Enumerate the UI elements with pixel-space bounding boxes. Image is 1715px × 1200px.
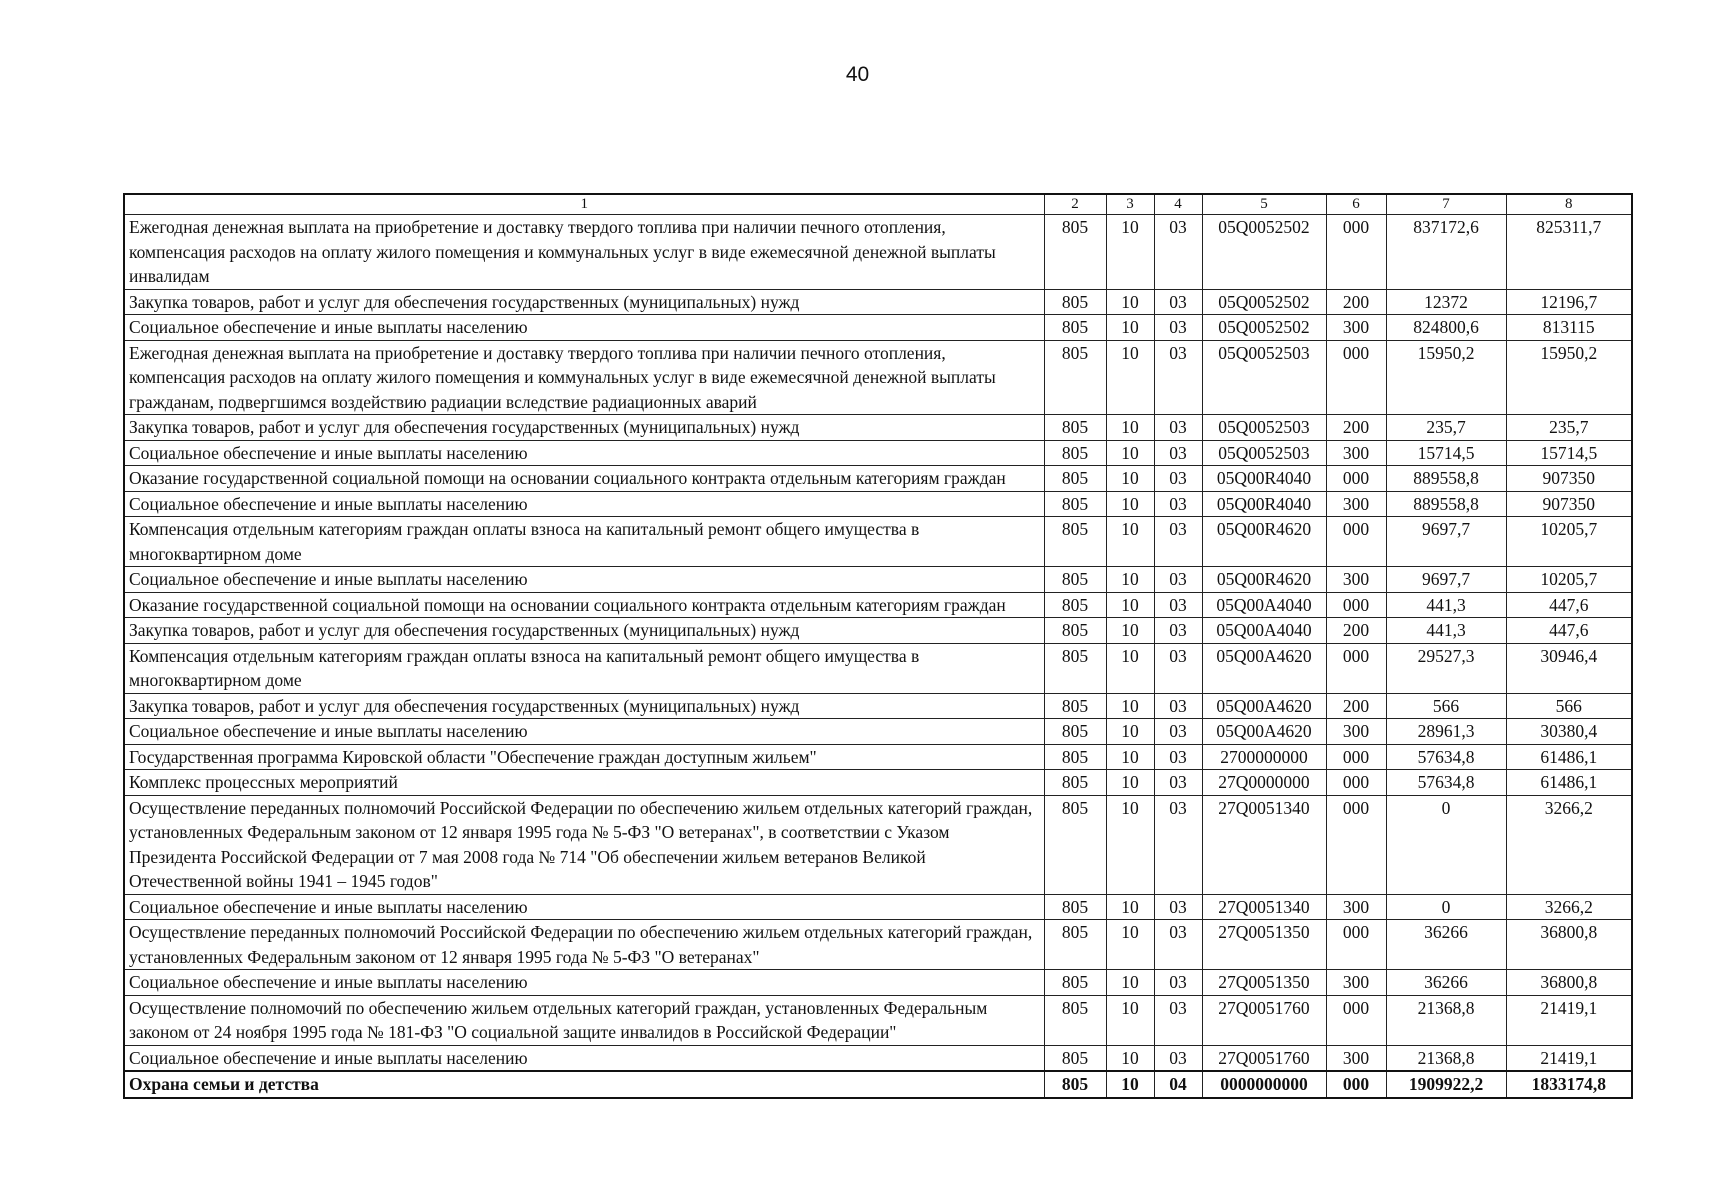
expense-type-cell: 300	[1326, 894, 1386, 920]
amount-year1-cell: 28961,3	[1386, 719, 1506, 745]
ministry-code-cell: 805	[1044, 920, 1106, 970]
amount-year1-cell: 566	[1386, 693, 1506, 719]
expense-type-cell: 200	[1326, 289, 1386, 315]
target-article-cell: 05Q0052502	[1202, 289, 1326, 315]
expense-type-cell: 000	[1326, 340, 1386, 415]
expense-type-cell: 200	[1326, 415, 1386, 441]
expense-type-cell: 300	[1326, 440, 1386, 466]
subsection-cell: 03	[1154, 315, 1202, 341]
target-article-cell: 05Q00A4620	[1202, 719, 1326, 745]
expense-type-cell: 000	[1326, 744, 1386, 770]
section-cell: 10	[1106, 643, 1154, 693]
subsection-cell: 03	[1154, 289, 1202, 315]
header-cell: 1	[124, 194, 1044, 215]
description-cell: Оказание государственной социальной помощи на основании социального контракта отдельным категориям граждан	[124, 466, 1044, 492]
amount-year1-cell: 12372	[1386, 289, 1506, 315]
amount-year1-cell: 0	[1386, 894, 1506, 920]
amount-year2-cell: 36800,8	[1506, 920, 1632, 970]
expense-type-cell: 000	[1326, 770, 1386, 796]
ministry-code-cell: 805	[1044, 795, 1106, 894]
amount-year1-cell: 57634,8	[1386, 744, 1506, 770]
ministry-code-cell: 805	[1044, 1045, 1106, 1071]
table-row	[124, 618, 1632, 644]
ministry-code-cell: 805	[1044, 744, 1106, 770]
section-cell: 10	[1106, 618, 1154, 644]
amount-year1-cell: 824800,6	[1386, 315, 1506, 341]
expense-type-cell: 000	[1326, 466, 1386, 492]
amount-year2-cell: 12196,7	[1506, 289, 1632, 315]
ministry-code-cell: 805	[1044, 491, 1106, 517]
amount-year2-cell: 30380,4	[1506, 719, 1632, 745]
target-article-cell: 05Q00A4040	[1202, 592, 1326, 618]
subsection-cell: 03	[1154, 1045, 1202, 1071]
subsection-cell: 03	[1154, 517, 1202, 567]
target-article-cell: 05Q00R4040	[1202, 466, 1326, 492]
amount-year1-cell: 9697,7	[1386, 567, 1506, 593]
subsection-cell: 03	[1154, 466, 1202, 492]
amount-year2-cell: 907350	[1506, 491, 1632, 517]
expense-type-cell: 200	[1326, 693, 1386, 719]
target-article-cell: 05Q00R4040	[1202, 491, 1326, 517]
amount-year1-cell: 889558,8	[1386, 491, 1506, 517]
target-article-cell: 05Q0052502	[1202, 215, 1326, 290]
description-cell: Социальное обеспечение и иные выплаты населению	[124, 719, 1044, 745]
amount-year2-cell: 235,7	[1506, 415, 1632, 441]
table-row	[124, 770, 1632, 796]
section-cell: 10	[1106, 693, 1154, 719]
ministry-code-cell: 805	[1044, 970, 1106, 996]
expense-type-cell: 300	[1326, 315, 1386, 341]
section-cell: 10	[1106, 995, 1154, 1045]
expense-type-cell: 300	[1326, 1045, 1386, 1071]
section-cell: 10	[1106, 517, 1154, 567]
expense-type-cell: 000	[1326, 517, 1386, 567]
table-row	[124, 440, 1632, 466]
amount-year1-cell: 57634,8	[1386, 770, 1506, 796]
description-cell: Закупка товаров, работ и услуг для обеспечения государственных (муниципальных) нужд	[124, 618, 1044, 644]
table-row	[124, 1045, 1632, 1071]
subsection-cell: 03	[1154, 567, 1202, 593]
ministry-code-cell: 805	[1044, 466, 1106, 492]
amount-year2-cell: 566	[1506, 693, 1632, 719]
table-row	[124, 415, 1632, 441]
expense-type-cell: 200	[1326, 618, 1386, 644]
subsection-cell: 03	[1154, 970, 1202, 996]
description-cell: Компенсация отдельным категориям граждан оплаты взноса на капитальный ремонт общего имущества в многоквартирном доме	[124, 643, 1044, 693]
header-cell: 2	[1044, 194, 1106, 215]
description-cell: Государственная программа Кировской области "Обеспечение граждан доступным жильем"	[124, 744, 1044, 770]
expense-type-cell: 000	[1326, 995, 1386, 1045]
description-cell: Социальное обеспечение и иные выплаты населению	[124, 1045, 1044, 1071]
subsection-cell: 03	[1154, 440, 1202, 466]
header-row	[124, 194, 1632, 215]
ministry-code-cell: 805	[1044, 567, 1106, 593]
amount-year2-cell: 61486,1	[1506, 770, 1632, 796]
expense-type-cell: 000	[1326, 795, 1386, 894]
target-article-cell: 05Q0052503	[1202, 340, 1326, 415]
table-row	[124, 995, 1632, 1045]
expense-type-cell: 000	[1326, 215, 1386, 290]
section-cell: 10	[1106, 340, 1154, 415]
target-article-cell: 27Q0051350	[1202, 970, 1326, 996]
amount-year2-cell: 61486,1	[1506, 744, 1632, 770]
amount-year1-cell: 21368,8	[1386, 1045, 1506, 1071]
target-article-cell: 05Q00A4620	[1202, 643, 1326, 693]
ministry-code-cell: 805	[1044, 340, 1106, 415]
description-cell: Социальное обеспечение и иные выплаты населению	[124, 567, 1044, 593]
amount-year1-cell: 1909922,2	[1386, 1071, 1506, 1098]
subsection-cell: 03	[1154, 215, 1202, 290]
amount-year1-cell: 9697,7	[1386, 517, 1506, 567]
description-cell: Ежегодная денежная выплата на приобретение и доставку твердого топлива при наличии печного отопления, компенсация расходов на оплату жилого помещения и коммунальных услуг в виде ежемесячной денежной выплаты инвалидам	[124, 215, 1044, 290]
section-cell: 10	[1106, 894, 1154, 920]
description-cell: Оказание государственной социальной помощи на основании социального контракта отдельным категориям граждан	[124, 592, 1044, 618]
ministry-code-cell: 805	[1044, 592, 1106, 618]
table-row	[124, 340, 1632, 415]
subsection-cell: 03	[1154, 693, 1202, 719]
amount-year1-cell: 0	[1386, 795, 1506, 894]
table-row	[124, 289, 1632, 315]
table-row	[124, 719, 1632, 745]
table-row	[124, 466, 1632, 492]
header-cell: 4	[1154, 194, 1202, 215]
ministry-code-cell: 805	[1044, 995, 1106, 1045]
target-article-cell: 05Q0052503	[1202, 415, 1326, 441]
subsection-cell: 03	[1154, 592, 1202, 618]
table-row	[124, 592, 1632, 618]
subsection-cell: 03	[1154, 894, 1202, 920]
target-article-cell: 27Q0051340	[1202, 894, 1326, 920]
description-cell: Закупка товаров, работ и услуг для обеспечения государственных (муниципальных) нужд	[124, 693, 1044, 719]
budget-table	[123, 193, 1633, 1099]
amount-year1-cell: 837172,6	[1386, 215, 1506, 290]
subsection-cell: 03	[1154, 795, 1202, 894]
target-article-cell: 27Q0051760	[1202, 995, 1326, 1045]
target-article-cell: 0000000000	[1202, 1071, 1326, 1098]
target-article-cell: 27Q0051350	[1202, 920, 1326, 970]
section-cell: 10	[1106, 1045, 1154, 1071]
section-cell: 10	[1106, 289, 1154, 315]
description-cell: Социальное обеспечение и иные выплаты населению	[124, 440, 1044, 466]
ministry-code-cell: 805	[1044, 770, 1106, 796]
table-row	[124, 643, 1632, 693]
amount-year1-cell: 15950,2	[1386, 340, 1506, 415]
header-cell: 3	[1106, 194, 1154, 215]
amount-year1-cell: 441,3	[1386, 592, 1506, 618]
target-article-cell: 05Q0052503	[1202, 440, 1326, 466]
description-cell: Социальное обеспечение и иные выплаты населению	[124, 315, 1044, 341]
page-number: 40	[845, 63, 870, 86]
target-article-cell: 2700000000	[1202, 744, 1326, 770]
description-cell: Осуществление переданных полномочий Российской Федерации по обеспечению жильем отдельных категорий граждан, установленных Федеральным законом от 12 января 1995 года № 5-ФЗ "О ветеранах", в соответствии с Указом Президента Российской Федерации от 7 мая 2008 года № 714 "Об обеспечении жильем ветеранов Великой Отечественной войны 1941 – 1945 годов"	[124, 795, 1044, 894]
amount-year2-cell: 3266,2	[1506, 795, 1632, 894]
table-row	[124, 894, 1632, 920]
expense-type-cell: 300	[1326, 491, 1386, 517]
target-article-cell: 27Q0051760	[1202, 1045, 1326, 1071]
description-cell: Закупка товаров, работ и услуг для обеспечения государственных (муниципальных) нужд	[124, 415, 1044, 441]
description-cell: Осуществление полномочий по обеспечению жильем отдельных категорий граждан, установленных Федеральным законом от 24 ноября 1995 года № 181-ФЗ "О социальной защите инвалидов в Российской Федерации"	[124, 995, 1044, 1045]
amount-year1-cell: 235,7	[1386, 415, 1506, 441]
table-body	[124, 215, 1632, 1098]
ministry-code-cell: 805	[1044, 315, 1106, 341]
table-row	[124, 491, 1632, 517]
subsection-cell: 03	[1154, 340, 1202, 415]
amount-year1-cell: 441,3	[1386, 618, 1506, 644]
section-cell: 10	[1106, 567, 1154, 593]
ministry-code-cell: 805	[1044, 618, 1106, 644]
amount-year2-cell: 447,6	[1506, 618, 1632, 644]
section-cell: 10	[1106, 719, 1154, 745]
table-row	[124, 795, 1632, 894]
description-cell: Компенсация отдельным категориям граждан оплаты взноса на капитальный ремонт общего имущества в многоквартирном доме	[124, 517, 1044, 567]
amount-year2-cell: 15950,2	[1506, 340, 1632, 415]
amount-year2-cell: 907350	[1506, 466, 1632, 492]
amount-year2-cell: 21419,1	[1506, 995, 1632, 1045]
amount-year1-cell: 15714,5	[1386, 440, 1506, 466]
amount-year2-cell: 36800,8	[1506, 970, 1632, 996]
header-cell: 7	[1386, 194, 1506, 215]
subsection-cell: 03	[1154, 719, 1202, 745]
amount-year2-cell: 10205,7	[1506, 567, 1632, 593]
expense-type-cell: 300	[1326, 567, 1386, 593]
section-cell: 10	[1106, 770, 1154, 796]
header-cell: 5	[1202, 194, 1326, 215]
section-cell: 10	[1106, 466, 1154, 492]
ministry-code-cell: 805	[1044, 894, 1106, 920]
header-cell: 6	[1326, 194, 1386, 215]
subsection-cell: 03	[1154, 643, 1202, 693]
expense-type-cell: 000	[1326, 643, 1386, 693]
expense-type-cell: 300	[1326, 719, 1386, 745]
expense-type-cell: 000	[1326, 592, 1386, 618]
subsection-cell: 03	[1154, 415, 1202, 441]
table-row	[124, 315, 1632, 341]
amount-year2-cell: 21419,1	[1506, 1045, 1632, 1071]
table-row	[124, 744, 1632, 770]
subsection-cell: 03	[1154, 744, 1202, 770]
section-cell: 10	[1106, 795, 1154, 894]
ministry-code-cell: 805	[1044, 517, 1106, 567]
subsection-cell: 03	[1154, 618, 1202, 644]
ministry-code-cell: 805	[1044, 440, 1106, 466]
subsection-cell: 03	[1154, 995, 1202, 1045]
section-cell: 10	[1106, 491, 1154, 517]
amount-year2-cell: 10205,7	[1506, 517, 1632, 567]
ministry-code-cell: 805	[1044, 693, 1106, 719]
target-article-cell: 05Q00R4620	[1202, 567, 1326, 593]
amount-year1-cell: 36266	[1386, 920, 1506, 970]
amount-year2-cell: 825311,7	[1506, 215, 1632, 290]
ministry-code-cell: 805	[1044, 1071, 1106, 1098]
target-article-cell: 05Q0052502	[1202, 315, 1326, 341]
table-row	[124, 693, 1632, 719]
table-row	[124, 517, 1632, 567]
target-article-cell: 27Q0051340	[1202, 795, 1326, 894]
target-article-cell: 05Q00A4040	[1202, 618, 1326, 644]
section-cell: 10	[1106, 744, 1154, 770]
amount-year2-cell: 3266,2	[1506, 894, 1632, 920]
table-row	[124, 970, 1632, 996]
expense-type-cell: 000	[1326, 1071, 1386, 1098]
amount-year1-cell: 36266	[1386, 970, 1506, 996]
description-cell: Комплекс процессных мероприятий	[124, 770, 1044, 796]
subsection-cell: 03	[1154, 920, 1202, 970]
amount-year2-cell: 30946,4	[1506, 643, 1632, 693]
subsection-cell: 03	[1154, 491, 1202, 517]
amount-year2-cell: 15714,5	[1506, 440, 1632, 466]
description-cell: Охрана семьи и детства	[124, 1071, 1044, 1098]
table-row	[124, 567, 1632, 593]
section-cell: 10	[1106, 592, 1154, 618]
header-cell: 8	[1506, 194, 1632, 215]
description-cell: Социальное обеспечение и иные выплаты населению	[124, 970, 1044, 996]
section-cell: 10	[1106, 970, 1154, 996]
subsection-cell: 04	[1154, 1071, 1202, 1098]
section-cell: 10	[1106, 415, 1154, 441]
ministry-code-cell: 805	[1044, 643, 1106, 693]
ministry-code-cell: 805	[1044, 215, 1106, 290]
ministry-code-cell: 805	[1044, 719, 1106, 745]
target-article-cell: 27Q0000000	[1202, 770, 1326, 796]
description-cell: Социальное обеспечение и иные выплаты населению	[124, 491, 1044, 517]
section-cell: 10	[1106, 315, 1154, 341]
target-article-cell: 05Q00A4620	[1202, 693, 1326, 719]
amount-year1-cell: 29527,3	[1386, 643, 1506, 693]
subsection-cell: 03	[1154, 770, 1202, 796]
target-article-cell: 05Q00R4620	[1202, 517, 1326, 567]
amount-year2-cell: 1833174,8	[1506, 1071, 1632, 1098]
description-cell: Социальное обеспечение и иные выплаты населению	[124, 894, 1044, 920]
table-row	[124, 215, 1632, 290]
section-cell: 10	[1106, 920, 1154, 970]
amount-year1-cell: 21368,8	[1386, 995, 1506, 1045]
ministry-code-cell: 805	[1044, 289, 1106, 315]
description-cell: Закупка товаров, работ и услуг для обеспечения государственных (муниципальных) нужд	[124, 289, 1044, 315]
ministry-code-cell: 805	[1044, 415, 1106, 441]
expense-type-cell: 300	[1326, 970, 1386, 996]
amount-year2-cell: 813115	[1506, 315, 1632, 341]
section-cell: 10	[1106, 440, 1154, 466]
section-cell: 10	[1106, 1071, 1154, 1098]
amount-year1-cell: 889558,8	[1386, 466, 1506, 492]
table-row	[124, 1071, 1632, 1098]
amount-year2-cell: 447,6	[1506, 592, 1632, 618]
expense-type-cell: 000	[1326, 920, 1386, 970]
table-row	[124, 920, 1632, 970]
section-cell: 10	[1106, 215, 1154, 290]
description-cell: Ежегодная денежная выплата на приобретение и доставку твердого топлива при наличии печного отопления, компенсация расходов на оплату жилого помещения и коммунальных услуг в виде ежемесячной денежной выплаты гражданам, подвергшимся воздействию радиации вследствие радиационных аварий	[124, 340, 1044, 415]
description-cell: Осуществление переданных полномочий Российской Федерации по обеспечению жильем отдельных категорий граждан, установленных Федеральным законом от 12 января 1995 года № 5-ФЗ "О ветеранах"	[124, 920, 1044, 970]
